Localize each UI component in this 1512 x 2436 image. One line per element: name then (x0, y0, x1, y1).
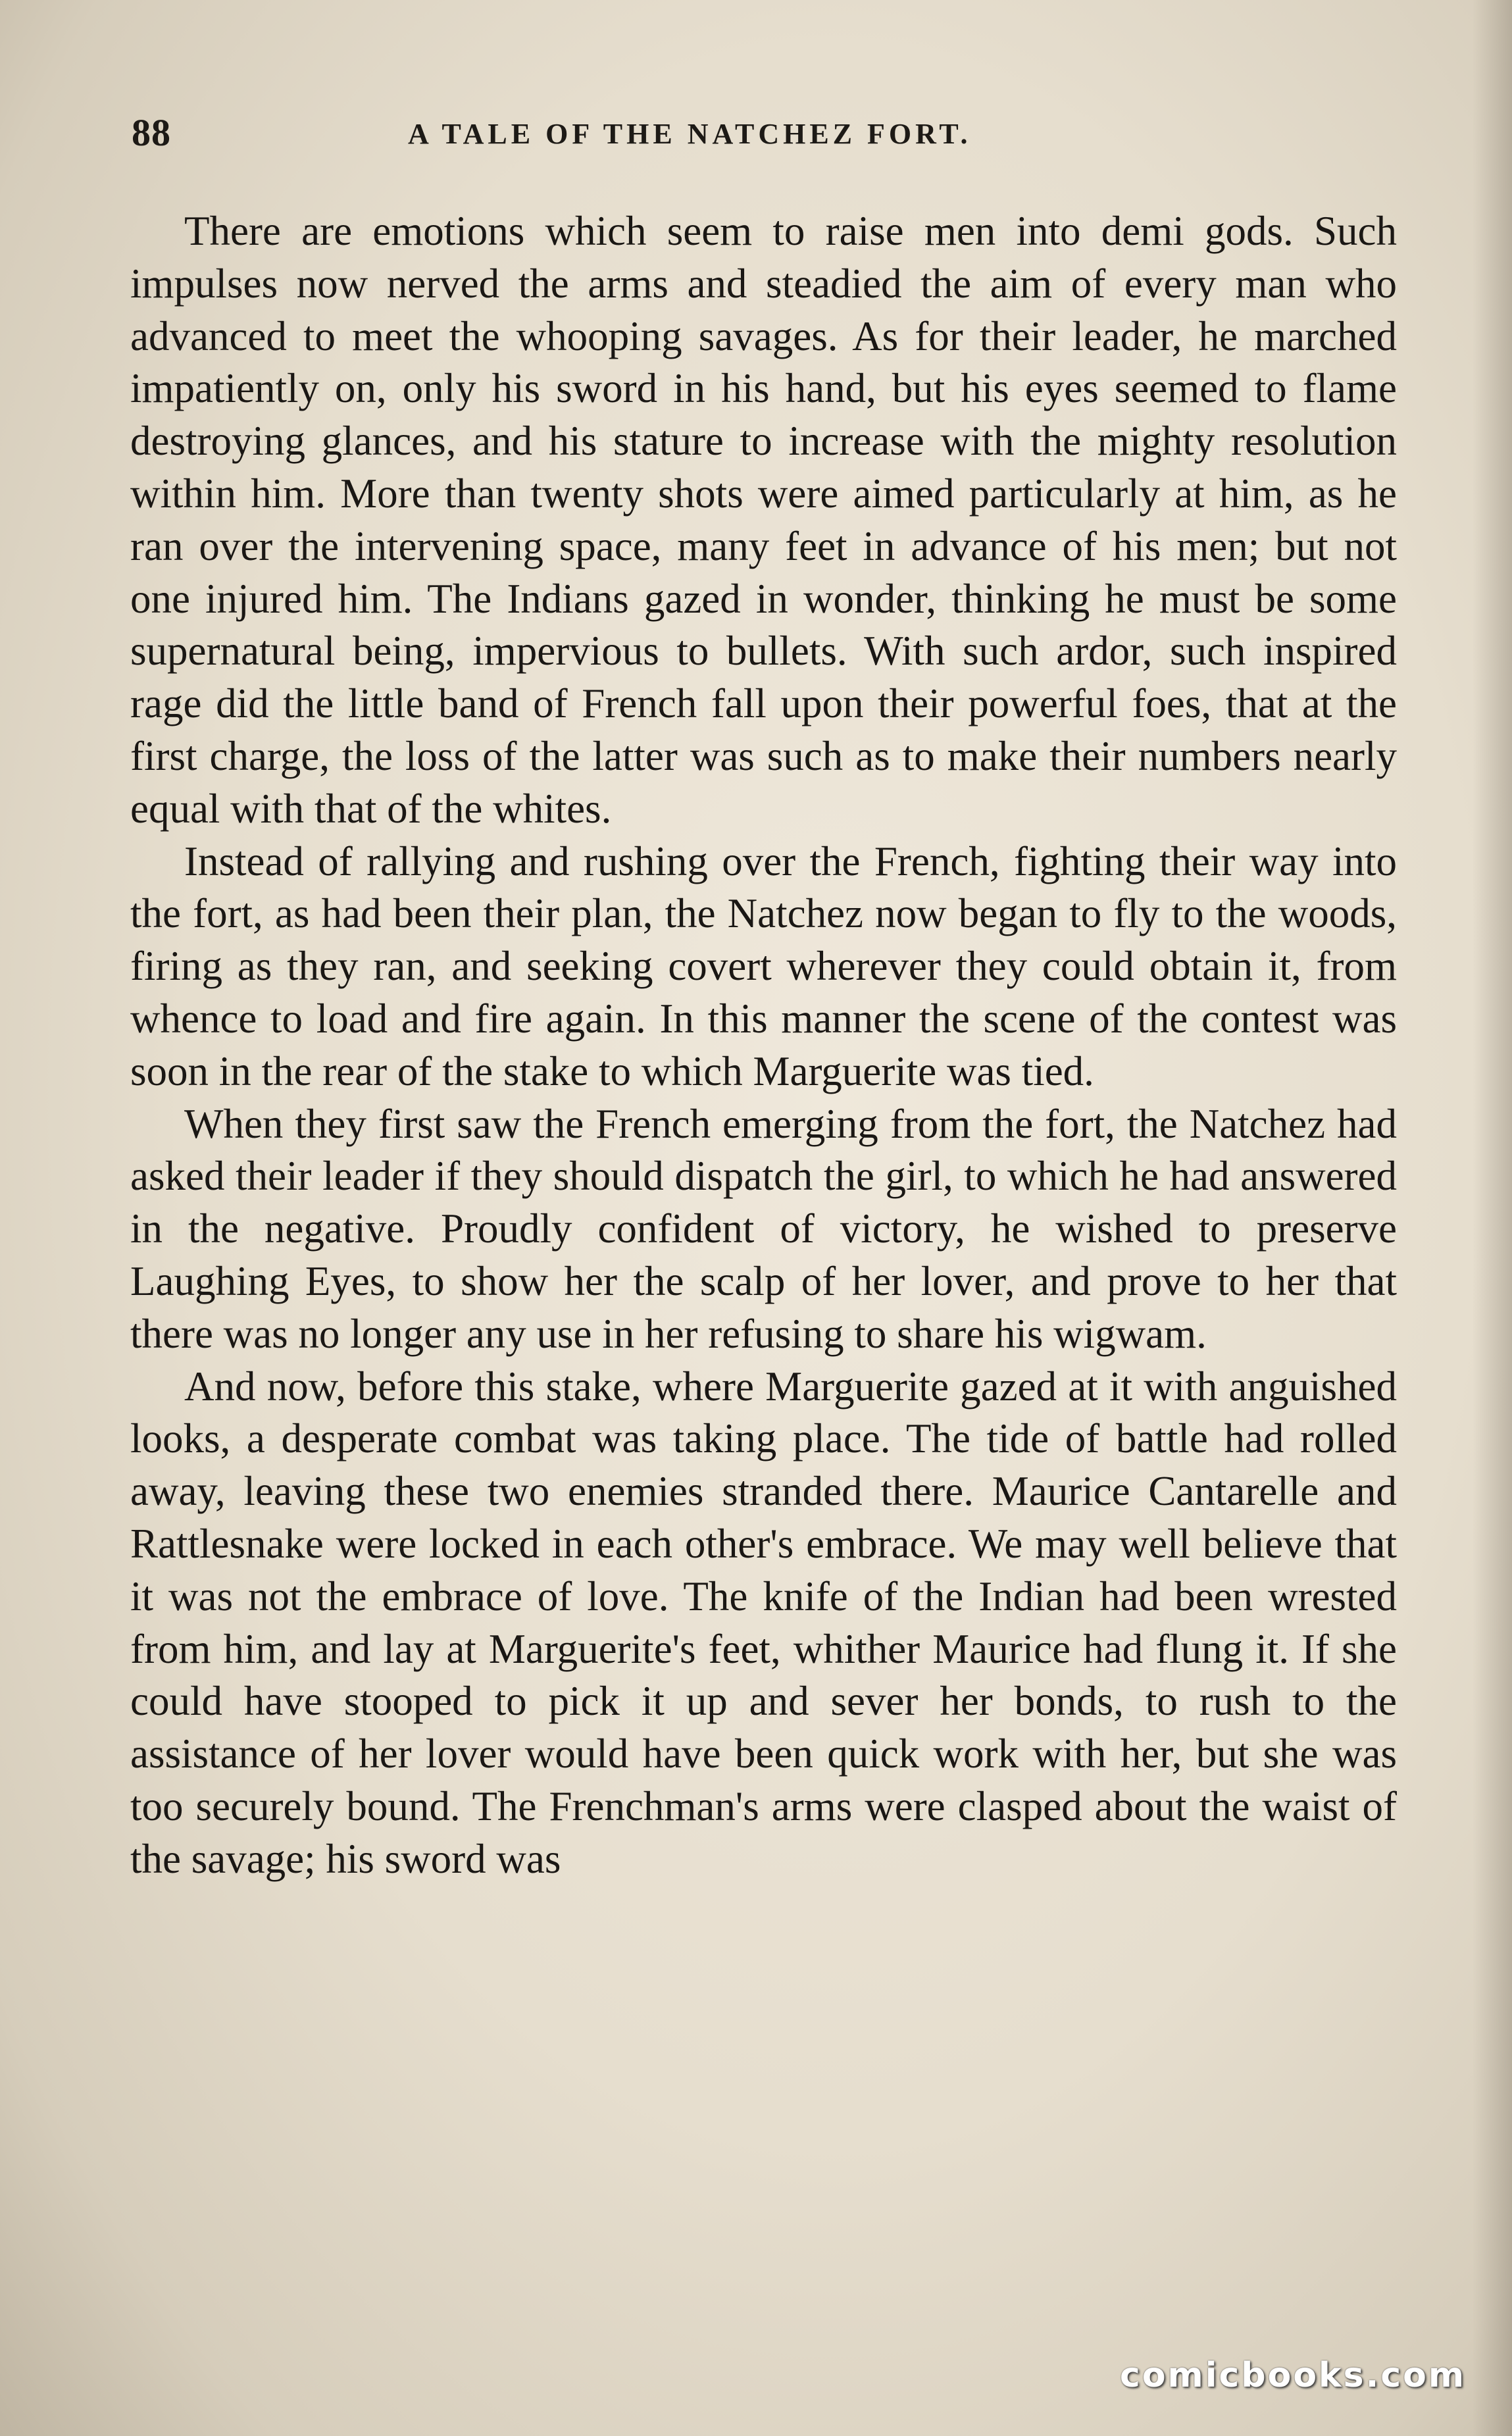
running-title: A TALE OF THE NATCHEZ FORT. (408, 118, 972, 150)
paragraph-4: And now, before this stake, where Marguerite gazed at it with anguished looks, a desperate combat was taking place. The tide of battle had rolled away, leaving these two enemies stranded there. Maurice Cantarelle and Rattlesnake were locked in each other's embrace. We may well believe that it was not the embrace of love. The knife of the Indian had been wrested from him, and lay at Marguerite's feet, whither Maurice had flung it. If she could have stooped to pick it up and sever her bonds, to rush to the assistance of her lover would have been quick work with her, but she was too securely bound. The Frenchman's arms were clasped about the waist of the savage; his sword was (130, 1363, 1397, 1882)
page-edge-shadow (1473, 0, 1512, 2436)
watermark: comicbooks.com (1120, 2356, 1467, 2395)
paragraph-2: Instead of rallying and rushing over the French, fighting their way into the fort, as had been their plan, the Natchez now began to fly to the woods, firing as they ran, and seeking covert wherever they could obtain it, from whence to load and fire again. In this manner the scene of the contest was soon in the rear of the stake to which Marguerite was tied. (130, 838, 1397, 1094)
body-text (130, 205, 1397, 1886)
running-head (132, 111, 1401, 163)
paragraph-3: When they first saw the French emerging from the fort, the Natchez had asked their leader if they should dispatch the girl, to which he had answered in the negative. Proudly confident of victory, he wished to preserve Laughing Eyes, to show her the scalp of her lover, and prove to her that there was no longer any use in her refusing to share his wigwam. (130, 1100, 1397, 1357)
page-number: 88 (132, 111, 171, 154)
paragraph-1: There are emotions which seem to raise men into demi gods. Such impulses now nerved the arms and steadied the aim of every man who advanced to meet the whooping savages. As for their leader, he marched impatiently on, only his sword in his hand, but his eyes seemed to flame destroying glances, and his stature to increase with the mighty resolution within him. More than twenty shots were aimed particularly at him, as he ran over the intervening space, many feet in advance of his men; but not one injured him. The Indians gazed in wonder, thinking he must be some supernatural being, impervious to bullets. With such ardor, such inspired rage did the little band of French fall upon their powerful foes, that at the first charge, the loss of the latter was such as to make their numbers nearly equal with that of the whites. (130, 208, 1397, 832)
